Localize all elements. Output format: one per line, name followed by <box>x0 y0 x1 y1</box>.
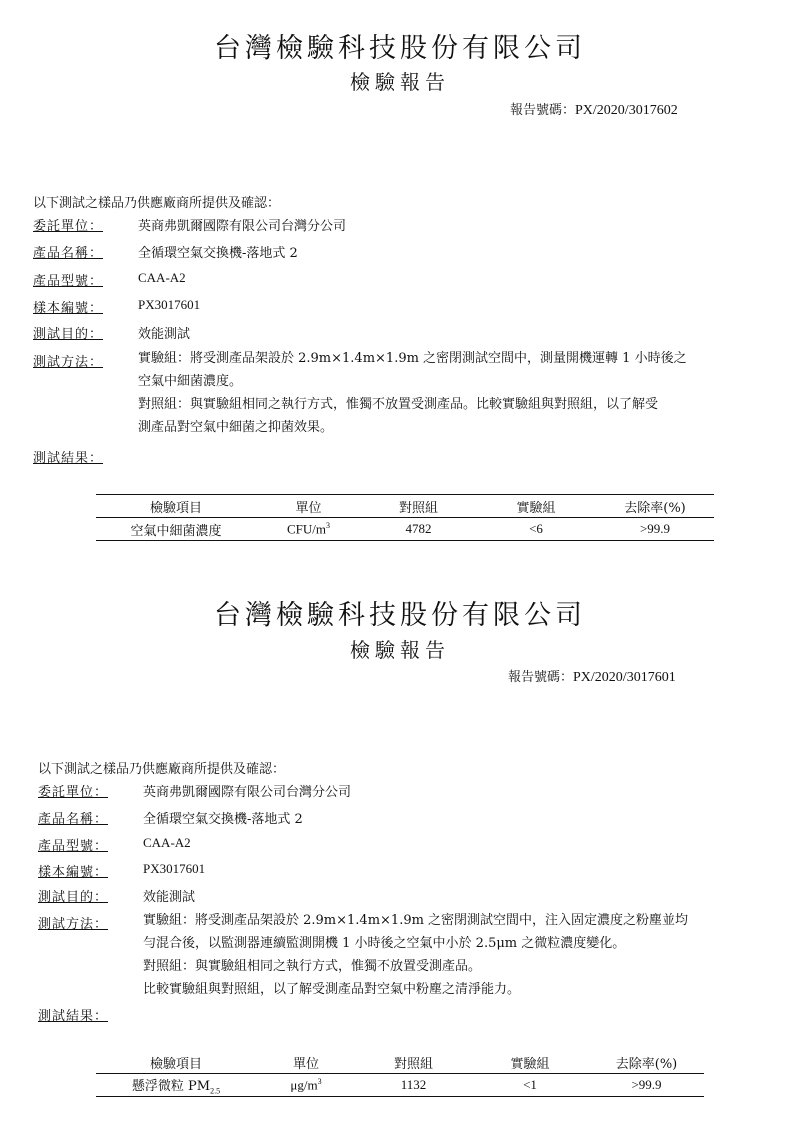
field-value: PX3017601 <box>143 861 206 876</box>
field-label: 委託單位： <box>38 785 109 800</box>
field-label: 產品型號： <box>33 274 104 289</box>
col-header-removal: 去除率(%) <box>596 495 714 518</box>
method-label: 測試方法： <box>33 355 104 370</box>
cell-unit <box>256 518 361 541</box>
company-name: 台灣檢驗科技股份有限公司 <box>214 33 586 64</box>
field-label: 測試目的： <box>33 327 104 342</box>
method-line: 對照組：與實驗組相同之執行方式，惟獨不放置受測產品。 <box>143 959 482 974</box>
method-label: 測試方法： <box>38 917 109 932</box>
field-label: 樣本編號： <box>33 301 104 316</box>
field-value: CAA-A2 <box>143 835 191 850</box>
item-name: 懸浮微粒 PM <box>131 1078 211 1094</box>
item-sub: 2.5 <box>210 1086 221 1096</box>
field-value: CAA-A2 <box>138 270 186 285</box>
col-header-item: 檢驗項目 <box>96 495 256 518</box>
field-value: 全循環空氣交換機-落地式 2 <box>138 246 298 261</box>
col-header-removal: 去除率(%) <box>589 1051 704 1074</box>
cell-removal: >99.9 <box>596 518 714 541</box>
field-value: 英商弗凱爾國際有限公司台灣分公司 <box>143 785 352 800</box>
method-line: 空氣中細菌濃度。 <box>138 374 243 389</box>
result-label: 測試結果： <box>33 451 104 466</box>
method-line: 實驗組：將受測產品架設於 2.9m×1.4m×1.9m 之密閉測試空間中，注入固定濃度之粉塵並均 <box>143 913 689 928</box>
method-line: 比較實驗組與對照組，以了解受測產品對空氣中粉塵之清淨能力。 <box>143 982 521 997</box>
cell-item <box>96 1074 256 1097</box>
field-value: PX3017601 <box>138 297 201 312</box>
result-table <box>96 494 714 541</box>
field-value: 全循環空氣交換機-落地式 2 <box>143 812 303 827</box>
report-number-value: PX/2020/3017602 <box>575 103 678 118</box>
cell-experiment: <1 <box>471 1074 589 1097</box>
field-label: 測試目的： <box>38 890 109 905</box>
col-header-control: 對照組 <box>361 495 476 518</box>
method-line: 測產品對空氣中細菌之抑菌效果。 <box>138 420 334 435</box>
report-title: 檢驗報告 <box>350 70 450 94</box>
field-value: 效能測試 <box>143 890 196 905</box>
method-line: 實驗組：將受測產品架設於 2.9m×1.4m×1.9m 之密閉測試空間中，測量開機運轉 1 小時後之 <box>138 351 687 366</box>
cell-experiment: <6 <box>476 518 596 541</box>
field-label: 委託單位： <box>33 219 104 234</box>
table-row <box>96 518 714 541</box>
cell-control: 1132 <box>356 1074 471 1097</box>
field-label: 產品名稱： <box>38 812 109 827</box>
col-header-item: 檢驗項目 <box>96 1051 256 1074</box>
col-header-unit: 單位 <box>256 1051 356 1074</box>
cell-item: 空氣中細菌濃度 <box>96 518 256 541</box>
report-number-label: 報告號碼： <box>510 103 576 118</box>
result-label: 測試結果： <box>38 1009 109 1024</box>
field-value: 英商弗凱爾國際有限公司台灣分公司 <box>138 219 347 234</box>
company-name: 台灣檢驗科技股份有限公司 <box>214 600 586 631</box>
intro-text: 以下測試之樣品乃供應廠商所提供及確認： <box>38 762 286 777</box>
col-header-experiment: 實驗組 <box>471 1051 589 1074</box>
col-header-control: 對照組 <box>356 1051 471 1074</box>
field-label: 產品名稱： <box>33 246 104 261</box>
unit-sup: 3 <box>317 1076 322 1086</box>
report-number <box>510 99 678 119</box>
cell-removal: >99.9 <box>589 1074 704 1097</box>
result-table <box>96 1051 704 1097</box>
report-number <box>508 666 676 686</box>
table-row <box>96 1074 704 1097</box>
unit-base: μg/m <box>290 1077 318 1093</box>
field-label: 產品型號： <box>38 839 109 854</box>
cell-control: 4782 <box>361 518 476 541</box>
method-line: 對照組：與實驗組相同之執行方式，惟獨不放置受測產品。比較實驗組與對照組，以了解受 <box>138 397 659 412</box>
report-title: 檢驗報告 <box>350 638 450 662</box>
unit-base: CFU/m <box>286 521 326 537</box>
intro-text: 以下測試之樣品乃供應廠商所提供及確認： <box>33 196 281 211</box>
method-line: 勻混合後，以監測器連續監測開機 1 小時後之空氣中小於 2.5μm 之微粒濃度變化。 <box>143 936 626 951</box>
col-header-unit: 單位 <box>256 495 361 518</box>
report-number-value: PX/2020/3017601 <box>573 670 676 685</box>
cell-unit <box>256 1074 356 1097</box>
unit-sup: 3 <box>326 520 330 530</box>
method-text <box>143 909 783 1001</box>
report-number-label: 報告號碼： <box>508 670 574 685</box>
field-label: 樣本編號： <box>38 865 109 880</box>
field-value: 效能測試 <box>138 327 191 342</box>
method-text <box>138 347 788 439</box>
col-header-experiment: 實驗組 <box>476 495 596 518</box>
